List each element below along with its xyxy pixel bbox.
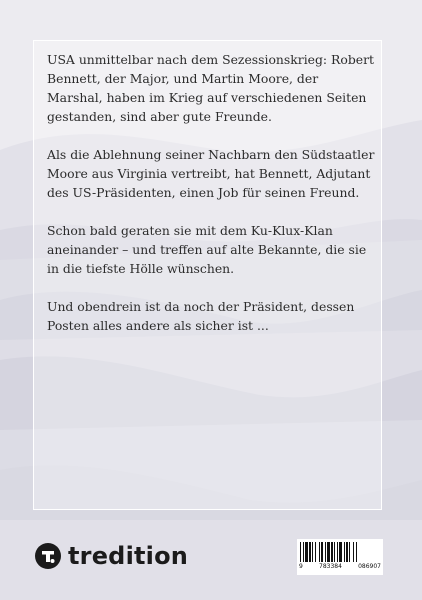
barcode-bar (339, 542, 342, 562)
blurb-paragraph-3: Schon bald geraten sie mit dem Ku-Klux-Klan aneinander – und treffen auf alte Bekannte, die sie in die tiefste Hölle wünschen. (47, 223, 367, 276)
isbn-digits (299, 563, 381, 570)
barcode-bar (309, 542, 311, 562)
barcode-bar (353, 542, 354, 562)
barcode-bar (325, 542, 326, 562)
barcode-bar (321, 542, 323, 562)
tredition-logo-icon (34, 542, 62, 570)
blurb (47, 50, 377, 354)
barcode-bar (349, 542, 350, 562)
barcode-bar (315, 542, 316, 562)
barcode-bar (319, 542, 320, 562)
barcode-bar (346, 542, 348, 562)
barcode-bar (344, 542, 345, 562)
publisher-name: tredition (68, 542, 189, 570)
barcode-bar (356, 542, 357, 562)
barcode-bar (334, 542, 335, 562)
barcode-bar (327, 542, 330, 562)
blurb-paragraph-2: Als die Ablehnung seiner Nachbarn den Südstaatler Moore aus Virginia vertreibt, hat Bennett, Adjutant des US-Präsidenten, einen Job für seinen Freund. (47, 147, 375, 200)
barcode-bar (305, 542, 308, 562)
isbn-barcode (297, 539, 383, 575)
isbn-digit-group-1: 9 (299, 563, 303, 570)
barcode-bar (300, 542, 301, 562)
barcode-lines (300, 542, 380, 562)
publisher-logo (34, 540, 188, 572)
barcode-bar (337, 542, 338, 562)
blurb-paragraph-4: Und obendrein ist da noch der Präsident, dessen Posten alles andere als sicher ist ... (47, 299, 355, 333)
blurb-paragraph-1: USA unmittelbar nach dem Sezessionskrieg: Robert Bennett, der Major, und Martin Moore, der Marshal, haben im Krieg auf verschiedenen Seiten gestanden, sind aber gute Freunde. (47, 52, 374, 124)
barcode-bar (312, 542, 313, 562)
isbn-digit-group-3: 086907 (358, 563, 381, 570)
barcode-bar (303, 542, 304, 562)
isbn-digit-group-2: 783384 (319, 563, 342, 570)
barcode-bar (331, 542, 333, 562)
